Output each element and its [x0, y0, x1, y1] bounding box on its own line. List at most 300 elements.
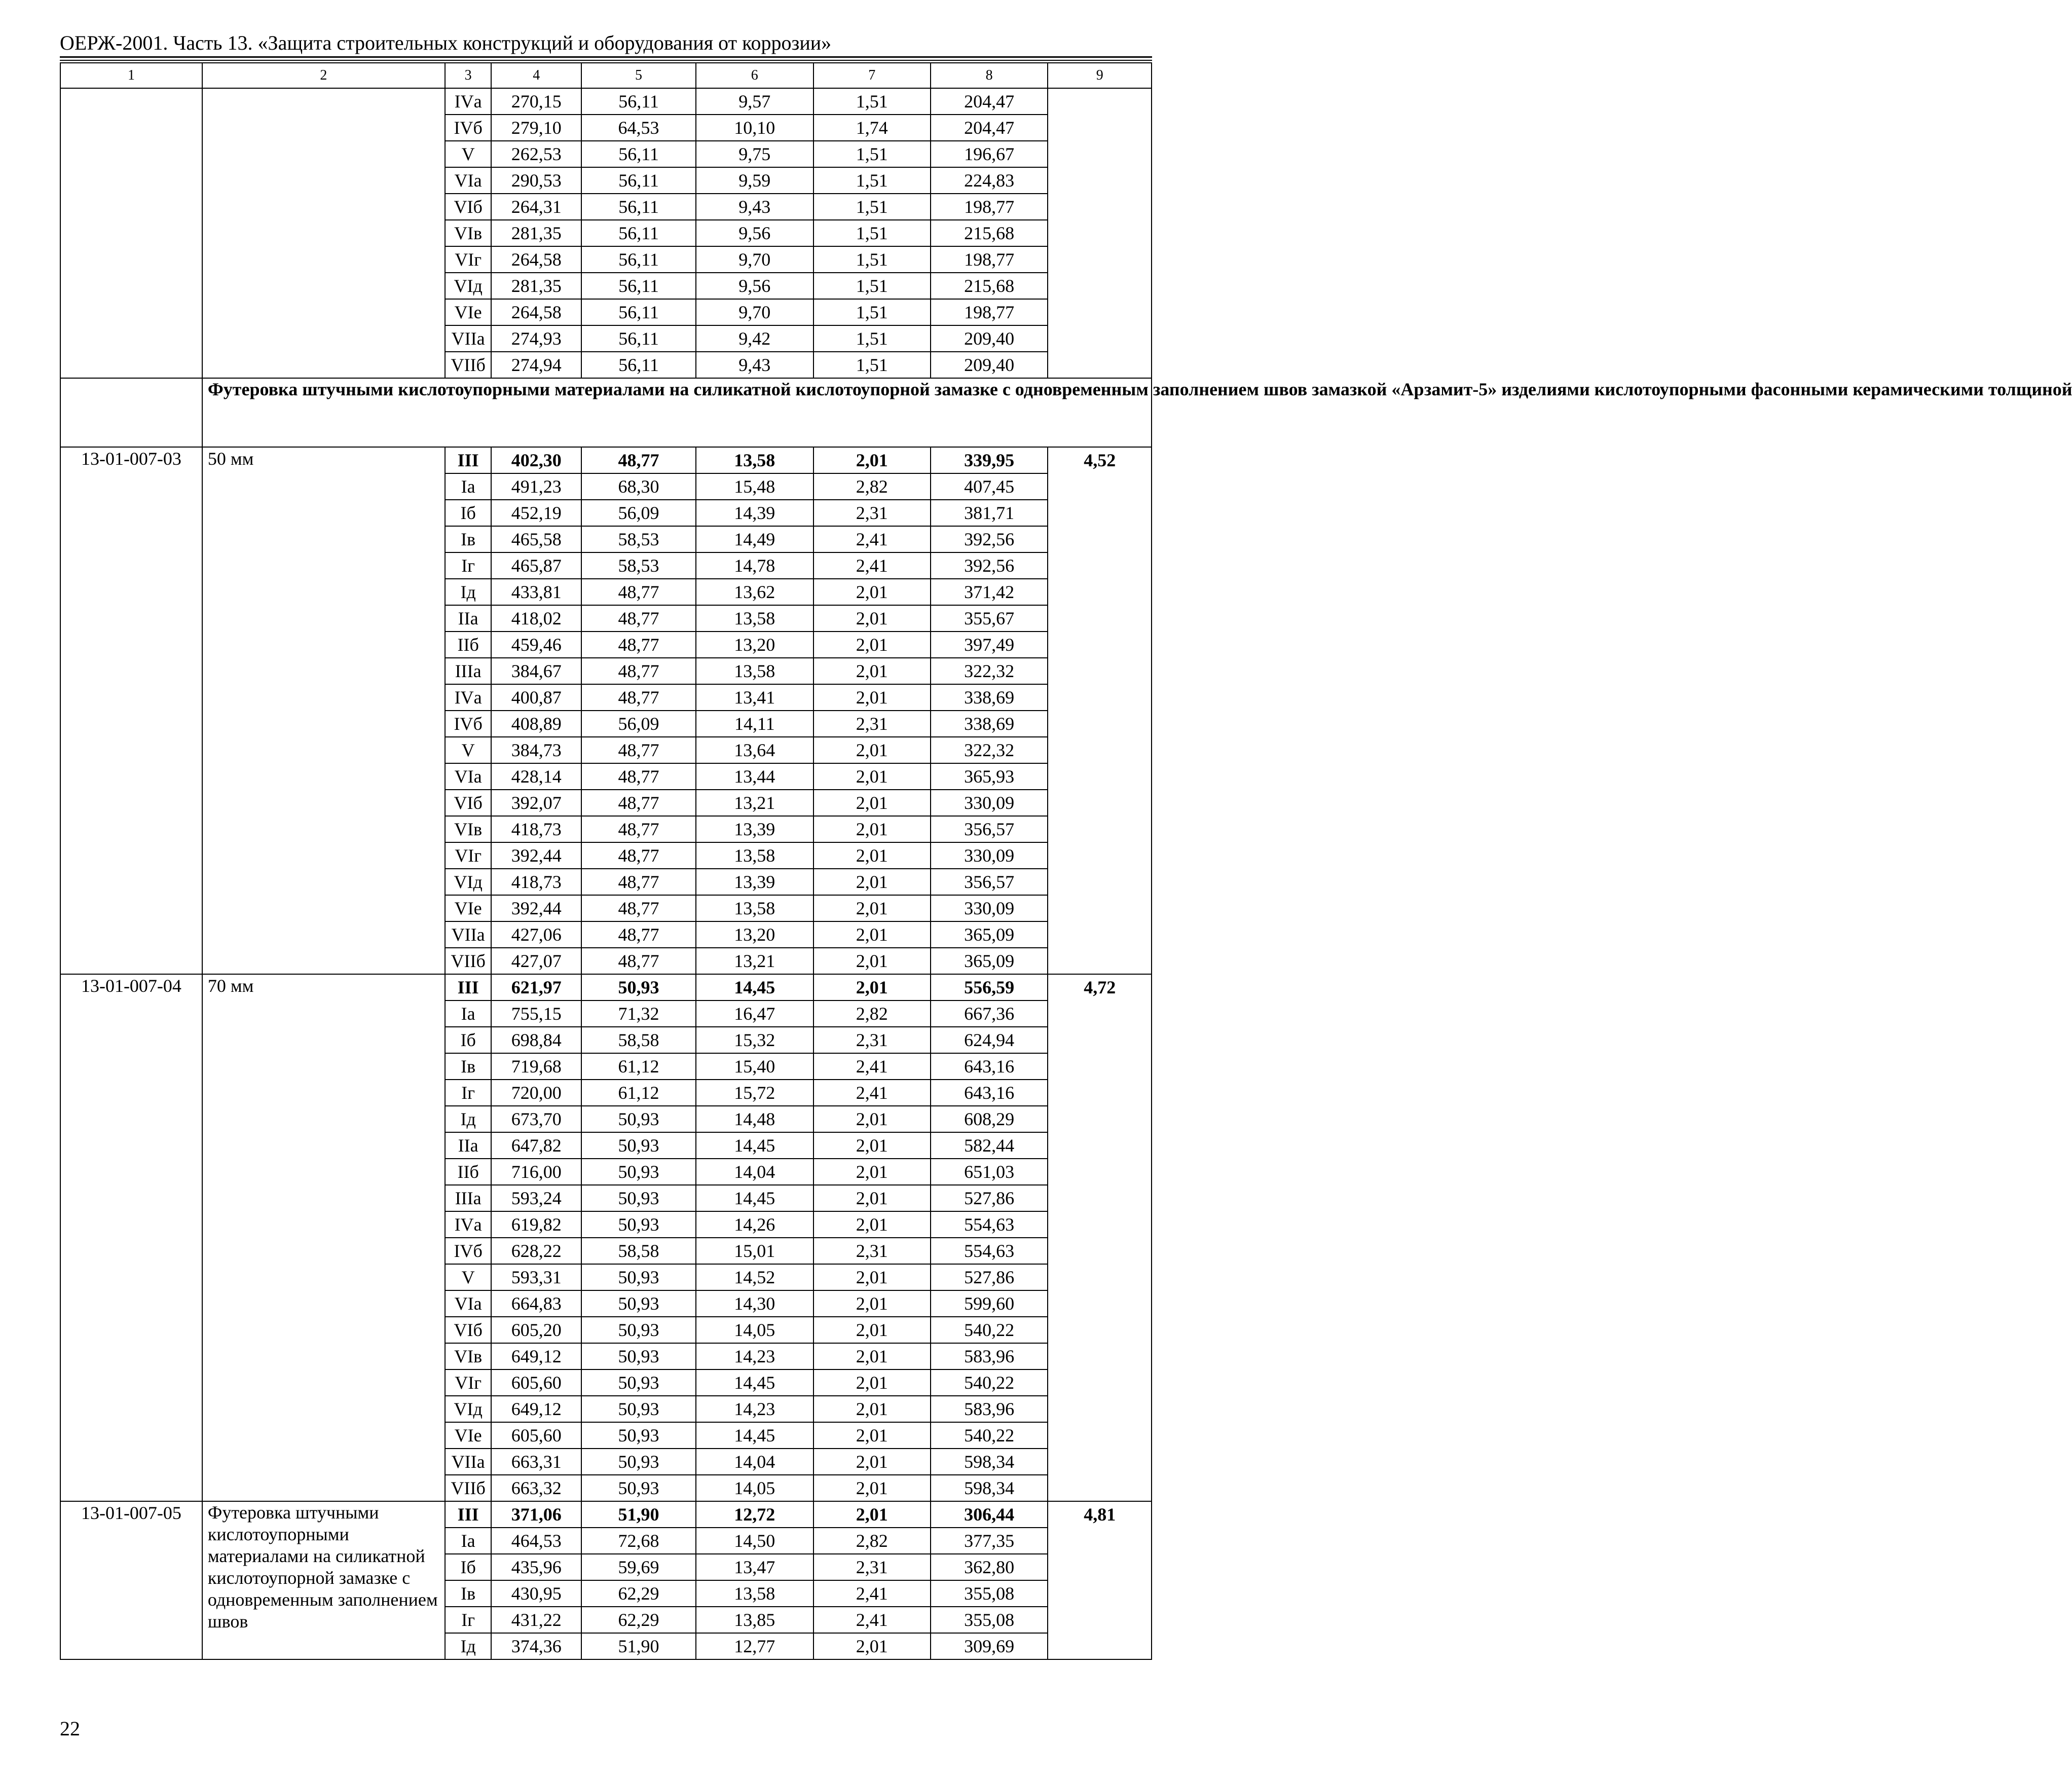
value-cell: 50,93: [581, 1449, 696, 1475]
value-cell: Iг: [445, 552, 492, 579]
value-cell: 365,09: [931, 921, 1048, 948]
value-cell: 215,68: [931, 220, 1048, 246]
value-cell: 198,77: [931, 194, 1048, 220]
value-cell: 418,02: [491, 605, 581, 632]
value-cell: 2,01: [813, 1290, 931, 1317]
value-cell: 2,82: [813, 1000, 931, 1027]
value-cell: 9,57: [696, 88, 813, 115]
value-cell: 50,93: [581, 1264, 696, 1290]
value-cell: 2,01: [813, 1343, 931, 1369]
column-number-cell: 5: [581, 63, 696, 88]
value-cell: VIг: [445, 1369, 492, 1396]
value-cell: V: [445, 1264, 492, 1290]
value-cell: 465,58: [491, 526, 581, 552]
value-cell: Iа: [445, 473, 492, 500]
value-cell: 204,47: [931, 88, 1048, 115]
value-cell: 598,34: [931, 1449, 1048, 1475]
value-cell: VIIб: [445, 352, 492, 378]
value-cell: 2,41: [813, 1053, 931, 1080]
value-cell: 2,82: [813, 1528, 931, 1554]
value-cell: 719,68: [491, 1053, 581, 1080]
value-cell: 15,40: [696, 1053, 813, 1080]
value-cell: 16,47: [696, 1000, 813, 1027]
value-cell: 400,87: [491, 684, 581, 711]
value-cell: 198,77: [931, 246, 1048, 273]
value-cell: Iд: [445, 1633, 492, 1659]
value-cell: 1,51: [813, 167, 931, 194]
value-cell: 2,01: [813, 1369, 931, 1396]
value-cell: 1,51: [813, 352, 931, 378]
value-cell: 48,77: [581, 948, 696, 974]
value-cell: 9,75: [696, 141, 813, 167]
value-cell: 215,68: [931, 273, 1048, 299]
value-cell: 2,01: [813, 684, 931, 711]
value-cell: Iв: [445, 1580, 492, 1607]
value-cell: Iв: [445, 1053, 492, 1080]
value-cell: 330,09: [931, 790, 1048, 816]
value-cell: 50,93: [581, 1132, 696, 1159]
value-cell: VIб: [445, 1317, 492, 1343]
value-cell: 593,24: [491, 1185, 581, 1211]
value-cell: 322,32: [931, 658, 1048, 684]
value-cell: 14,45: [696, 1185, 813, 1211]
value-cell: 418,73: [491, 816, 581, 842]
value-cell: VIа: [445, 167, 492, 194]
value-cell: 651,03: [931, 1159, 1048, 1185]
value-cell: VIIа: [445, 325, 492, 352]
value-cell: 10,10: [696, 115, 813, 141]
value-cell: 209,40: [931, 325, 1048, 352]
value-cell: 2,01: [813, 816, 931, 842]
value-cell: 14,45: [696, 974, 813, 1000]
column-number-cell: 3: [445, 63, 492, 88]
value-cell: 2,31: [813, 711, 931, 737]
value-cell: Iб: [445, 1027, 492, 1053]
value-cell: 433,81: [491, 579, 581, 605]
table-row: [60, 88, 1152, 115]
value-cell: IVа: [445, 88, 492, 115]
value-cell: 14,52: [696, 1264, 813, 1290]
section-title: Футеровка штучными кислотоупорными материалами на силикатной кислотоупорной замазке с одновременным заполнением швов замазкой «Арзамит-5» изделиями кислотоупорными фасонными керамическими толщиной: [202, 378, 1152, 447]
value-cell: 15,32: [696, 1027, 813, 1053]
value-cell: 13,62: [696, 579, 813, 605]
header-rule: [60, 56, 1152, 58]
value-cell: 270,15: [491, 88, 581, 115]
value-cell: 355,67: [931, 605, 1048, 632]
value-cell: 2,01: [813, 1475, 931, 1501]
value-cell: 1,74: [813, 115, 931, 141]
value-cell: 13,58: [696, 895, 813, 921]
value-cell: 2,31: [813, 500, 931, 526]
value-cell: Iв: [445, 526, 492, 552]
value-cell: 71,32: [581, 1000, 696, 1027]
value-cell: 647,82: [491, 1132, 581, 1159]
value-cell: 392,56: [931, 552, 1048, 579]
value-cell: VIв: [445, 816, 492, 842]
value-cell: 14,45: [696, 1422, 813, 1449]
value-cell: 1,51: [813, 325, 931, 352]
value-cell: 1,51: [813, 273, 931, 299]
value-cell: 365,93: [931, 763, 1048, 790]
value-cell: 56,09: [581, 500, 696, 526]
value-cell: 377,35: [931, 1528, 1048, 1554]
value-cell: 408,89: [491, 711, 581, 737]
value-cell: 198,77: [931, 299, 1048, 325]
value-cell: 50,93: [581, 974, 696, 1000]
value-cell: 2,01: [813, 763, 931, 790]
value-cell: 48,77: [581, 447, 696, 473]
value-cell: VIд: [445, 1396, 492, 1422]
value-cell: 56,11: [581, 141, 696, 167]
value-cell: 14,23: [696, 1396, 813, 1422]
value-cell: 48,77: [581, 921, 696, 948]
value-cell: 13,58: [696, 658, 813, 684]
value-cell: 464,53: [491, 1528, 581, 1554]
section-header-row: [60, 378, 1152, 447]
value-cell: 527,86: [931, 1264, 1048, 1290]
value-cell: 2,01: [813, 1132, 931, 1159]
value-cell: VIIа: [445, 1449, 492, 1475]
value-cell: VIе: [445, 895, 492, 921]
value-cell: 56,11: [581, 167, 696, 194]
value-cell: 374,36: [491, 1633, 581, 1659]
value-cell: IIIа: [445, 1185, 492, 1211]
value-cell: IIб: [445, 1159, 492, 1185]
value-cell: 1,51: [813, 246, 931, 273]
value-cell: 1,51: [813, 194, 931, 220]
value-cell: 2,01: [813, 790, 931, 816]
value-cell: 64,53: [581, 115, 696, 141]
value-cell: 465,87: [491, 552, 581, 579]
value-cell: VIб: [445, 790, 492, 816]
value-cell: 13,44: [696, 763, 813, 790]
code-cell: 13-01-007-04: [60, 974, 202, 1501]
value-cell: 643,16: [931, 1053, 1048, 1080]
value-cell: VIе: [445, 299, 492, 325]
value-cell: 2,01: [813, 579, 931, 605]
value-cell: 48,77: [581, 737, 696, 763]
value-cell: 2,41: [813, 552, 931, 579]
value-cell: 50,93: [581, 1475, 696, 1501]
value-cell: 50,93: [581, 1343, 696, 1369]
section-code-cell: [60, 378, 202, 447]
value-cell: 204,47: [931, 115, 1048, 141]
value-cell: 1,51: [813, 88, 931, 115]
value-cell: IVб: [445, 711, 492, 737]
value-cell: 14,04: [696, 1159, 813, 1185]
value-cell: VIд: [445, 273, 492, 299]
value-cell: 13,21: [696, 948, 813, 974]
value-cell: 2,01: [813, 1422, 931, 1449]
value-cell: IIа: [445, 605, 492, 632]
value-cell: 13,58: [696, 605, 813, 632]
value-cell: 56,11: [581, 88, 696, 115]
value-cell: 362,80: [931, 1554, 1048, 1580]
name-cell: [202, 88, 445, 378]
value-cell: 48,77: [581, 763, 696, 790]
value-cell: 649,12: [491, 1396, 581, 1422]
value-cell: 14,49: [696, 526, 813, 552]
value-cell: 431,22: [491, 1607, 581, 1633]
value-cell: 12,77: [696, 1633, 813, 1659]
value-cell: 583,96: [931, 1343, 1048, 1369]
coefficient-cell: 4,72: [1048, 974, 1152, 1501]
value-cell: 50,93: [581, 1290, 696, 1317]
value-cell: 605,60: [491, 1422, 581, 1449]
value-cell: 48,77: [581, 895, 696, 921]
value-cell: IVа: [445, 684, 492, 711]
value-cell: 2,01: [813, 842, 931, 869]
value-cell: 48,77: [581, 658, 696, 684]
value-cell: 527,86: [931, 1185, 1048, 1211]
value-cell: 56,11: [581, 352, 696, 378]
value-cell: VIIб: [445, 1475, 492, 1501]
value-cell: 264,31: [491, 194, 581, 220]
value-cell: 663,32: [491, 1475, 581, 1501]
value-cell: IIIа: [445, 658, 492, 684]
value-cell: 2,01: [813, 1106, 931, 1132]
value-cell: 2,01: [813, 737, 931, 763]
value-cell: 2,31: [813, 1238, 931, 1264]
value-cell: IIа: [445, 1132, 492, 1159]
value-cell: 15,48: [696, 473, 813, 500]
value-cell: VIе: [445, 1422, 492, 1449]
value-cell: 264,58: [491, 299, 581, 325]
value-cell: 605,60: [491, 1369, 581, 1396]
value-cell: 2,01: [813, 1185, 931, 1211]
value-cell: 2,01: [813, 447, 931, 473]
value-cell: 2,41: [813, 526, 931, 552]
value-cell: 2,01: [813, 1211, 931, 1238]
value-cell: 619,82: [491, 1211, 581, 1238]
value-cell: 14,48: [696, 1106, 813, 1132]
value-cell: 281,35: [491, 220, 581, 246]
value-cell: 339,95: [931, 447, 1048, 473]
value-cell: 56,11: [581, 299, 696, 325]
value-cell: 61,12: [581, 1080, 696, 1106]
coefficient-cell: 4,52: [1048, 447, 1152, 974]
value-cell: 392,56: [931, 526, 1048, 552]
value-cell: 14,23: [696, 1343, 813, 1369]
value-cell: 698,84: [491, 1027, 581, 1053]
value-cell: 392,07: [491, 790, 581, 816]
value-cell: 384,73: [491, 737, 581, 763]
value-cell: IVб: [445, 115, 492, 141]
value-cell: 58,58: [581, 1238, 696, 1264]
value-cell: 50,93: [581, 1369, 696, 1396]
value-cell: 540,22: [931, 1317, 1048, 1343]
value-cell: 663,31: [491, 1449, 581, 1475]
value-cell: 452,19: [491, 500, 581, 526]
value-cell: 14,26: [696, 1211, 813, 1238]
value-cell: 9,43: [696, 352, 813, 378]
value-cell: 59,69: [581, 1554, 696, 1580]
value-cell: 2,41: [813, 1607, 931, 1633]
value-cell: 2,01: [813, 974, 931, 1000]
value-cell: VIг: [445, 842, 492, 869]
value-cell: 306,44: [931, 1501, 1048, 1528]
value-cell: 330,09: [931, 842, 1048, 869]
column-number-cell: 8: [931, 63, 1048, 88]
code-cell: 13-01-007-03: [60, 447, 202, 974]
price-table: [60, 62, 2072, 1660]
column-number-cell: 9: [1048, 63, 1152, 88]
value-cell: 9,59: [696, 167, 813, 194]
value-cell: 356,57: [931, 816, 1048, 842]
value-cell: 428,14: [491, 763, 581, 790]
value-cell: 290,53: [491, 167, 581, 194]
value-cell: 56,11: [581, 273, 696, 299]
value-cell: 13,41: [696, 684, 813, 711]
value-cell: Iд: [445, 579, 492, 605]
value-cell: 371,06: [491, 1501, 581, 1528]
value-cell: 554,63: [931, 1238, 1048, 1264]
column-number-cell: 7: [813, 63, 931, 88]
running-header: ОЕРЖ-2001. Часть 13. «Защита строительных конструкций и оборудования от коррозии»: [60, 31, 832, 54]
value-cell: 13,58: [696, 447, 813, 473]
value-cell: 2,01: [813, 1396, 931, 1422]
value-cell: V: [445, 141, 492, 167]
value-cell: Iа: [445, 1000, 492, 1027]
value-cell: 2,01: [813, 658, 931, 684]
value-cell: 583,96: [931, 1396, 1048, 1422]
value-cell: 14,39: [696, 500, 813, 526]
value-cell: 673,70: [491, 1106, 581, 1132]
value-cell: 397,49: [931, 632, 1048, 658]
value-cell: VIIа: [445, 921, 492, 948]
value-cell: VIв: [445, 1343, 492, 1369]
value-cell: 554,63: [931, 1211, 1048, 1238]
value-cell: VIв: [445, 220, 492, 246]
value-cell: 48,77: [581, 816, 696, 842]
value-cell: 2,01: [813, 869, 931, 895]
value-cell: 338,69: [931, 684, 1048, 711]
value-cell: 643,16: [931, 1080, 1048, 1106]
value-cell: 540,22: [931, 1422, 1048, 1449]
value-cell: 355,08: [931, 1580, 1048, 1607]
value-cell: IVб: [445, 1238, 492, 1264]
value-cell: 15,72: [696, 1080, 813, 1106]
table-row: [60, 447, 1152, 473]
value-cell: V: [445, 737, 492, 763]
value-cell: 13,58: [696, 1580, 813, 1607]
value-cell: 427,06: [491, 921, 581, 948]
value-cell: 50,93: [581, 1106, 696, 1132]
value-cell: 2,01: [813, 632, 931, 658]
value-cell: 72,68: [581, 1528, 696, 1554]
column-number-row: [60, 63, 1152, 88]
value-cell: 13,20: [696, 921, 813, 948]
value-cell: 14,45: [696, 1369, 813, 1396]
value-cell: 309,69: [931, 1633, 1048, 1659]
value-cell: Iб: [445, 1554, 492, 1580]
name-cell: Футеровка штучными кислотоупорными материалами на силикатной кислотоупорной замазке с одновременным заполнением швов: [202, 1501, 445, 1659]
table-row: [60, 974, 1152, 1000]
value-cell: 2,01: [813, 921, 931, 948]
value-cell: 556,59: [931, 974, 1048, 1000]
value-cell: 1,51: [813, 220, 931, 246]
value-cell: 14,05: [696, 1317, 813, 1343]
value-cell: 9,70: [696, 246, 813, 273]
value-cell: 14,05: [696, 1475, 813, 1501]
value-cell: 407,45: [931, 473, 1048, 500]
header-rule-thin: [60, 60, 1152, 61]
value-cell: 755,15: [491, 1000, 581, 1027]
column-number-cell: 1: [60, 63, 202, 88]
value-cell: 56,11: [581, 246, 696, 273]
value-cell: 365,09: [931, 948, 1048, 974]
value-cell: 2,01: [813, 1317, 931, 1343]
value-cell: 58,53: [581, 526, 696, 552]
value-cell: 61,12: [581, 1053, 696, 1080]
value-cell: 14,04: [696, 1449, 813, 1475]
value-cell: 716,00: [491, 1159, 581, 1185]
value-cell: 1,51: [813, 141, 931, 167]
value-cell: 12,72: [696, 1501, 813, 1528]
value-cell: 599,60: [931, 1290, 1048, 1317]
value-cell: 392,44: [491, 895, 581, 921]
value-cell: 13,47: [696, 1554, 813, 1580]
value-cell: 13,39: [696, 816, 813, 842]
value-cell: 9,42: [696, 325, 813, 352]
value-cell: 2,82: [813, 473, 931, 500]
value-cell: Iа: [445, 1528, 492, 1554]
value-cell: 720,00: [491, 1080, 581, 1106]
value-cell: 224,83: [931, 167, 1048, 194]
value-cell: 13,58: [696, 842, 813, 869]
value-cell: 459,46: [491, 632, 581, 658]
value-cell: 2,01: [813, 1159, 931, 1185]
value-cell: Iг: [445, 1607, 492, 1633]
value-cell: 14,11: [696, 711, 813, 737]
value-cell: 48,77: [581, 842, 696, 869]
value-cell: 2,01: [813, 948, 931, 974]
value-cell: 281,35: [491, 273, 581, 299]
value-cell: 355,08: [931, 1607, 1048, 1633]
value-cell: 667,36: [931, 1000, 1048, 1027]
value-cell: 48,77: [581, 579, 696, 605]
value-cell: 427,07: [491, 948, 581, 974]
value-cell: 48,77: [581, 632, 696, 658]
coefficient-cell: [1048, 88, 1152, 378]
value-cell: 48,77: [581, 869, 696, 895]
column-number-cell: 6: [696, 63, 813, 88]
value-cell: 2,01: [813, 1501, 931, 1528]
value-cell: 58,53: [581, 552, 696, 579]
value-cell: 274,93: [491, 325, 581, 352]
value-cell: 2,01: [813, 895, 931, 921]
value-cell: 196,67: [931, 141, 1048, 167]
value-cell: 14,45: [696, 1132, 813, 1159]
value-cell: 14,30: [696, 1290, 813, 1317]
value-cell: 540,22: [931, 1369, 1048, 1396]
value-cell: 384,67: [491, 658, 581, 684]
value-cell: 624,94: [931, 1027, 1048, 1053]
value-cell: Iб: [445, 500, 492, 526]
value-cell: 50,93: [581, 1185, 696, 1211]
value-cell: VIIб: [445, 948, 492, 974]
value-cell: 9,70: [696, 299, 813, 325]
value-cell: 68,30: [581, 473, 696, 500]
value-cell: VIг: [445, 246, 492, 273]
value-cell: 491,23: [491, 473, 581, 500]
value-cell: 2,31: [813, 1554, 931, 1580]
value-cell: VIа: [445, 763, 492, 790]
value-cell: 262,53: [491, 141, 581, 167]
coefficient-cell: 4,81: [1048, 1501, 1152, 1659]
value-cell: 435,96: [491, 1554, 581, 1580]
table-row: [60, 1501, 1152, 1528]
